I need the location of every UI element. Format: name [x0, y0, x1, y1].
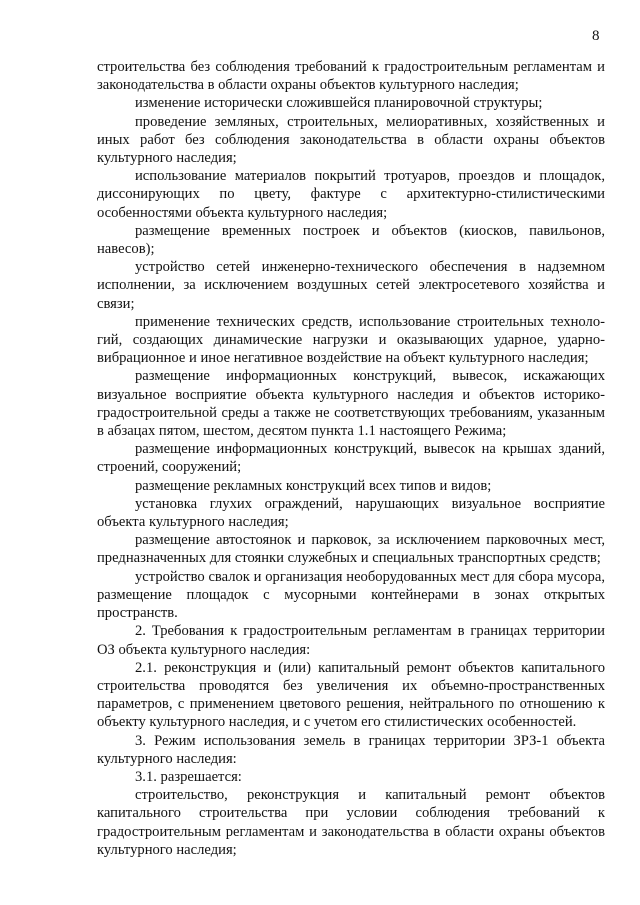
paragraph: размещение автостоянок и парковок, за исключением парковочных мест, предназначенных для стоянки служебных и специальных транспортных средств; [97, 532, 605, 567]
section-heading: 3. Режим использования земель в границах территории ЗРЗ-1 объекта культурного наследия: [97, 732, 605, 767]
paragraph: размещение временных построек и объектов (киосков, павильонов, навесов); [97, 222, 605, 258]
paragraph: строительства без соблюдения требований к градостроительным регламентам и законодательства в области охраны объектов культурного наследия; [97, 59, 605, 94]
document-body [97, 58, 605, 859]
paragraph: строительство, реконструкция и капитальный ремонт объектов капитального строительства при условии соблюдения требований к градостроительным регламентам и законодательства в области охраны объектов культурного наследия; [97, 787, 605, 858]
paragraph: проведение земляных, строительных, мелиоративных, хозяйственных и иных работ без соблюдения законодательства в области охраны объектов культурного наследия; [97, 113, 605, 167]
paragraph: 2.1. реконструкция и (или) капитальный ремонт объектов капитального строительства проводятся без увеличения их объемно-пространственных параметров, с применением цветового решения, нейтрального по отношению к объекту культурного наследия, и с учетом его стилистических особенностей. [97, 659, 605, 731]
paragraph: изменение исторически сложившейся планировочной структуры; [135, 95, 543, 112]
paragraph: 3.1. разрешается: [135, 768, 242, 785]
paragraph: размещение информационных конструкций, вывесок, искажающих визуальное восприятие объекта культурного наследия и объектов историко-градостроительной среды а также не соответствующих требованиям, указанным в абзацах пятом, шестом, десятом пункта 1.1 настоящего Режима; [97, 368, 605, 440]
page-number: 8 [592, 28, 600, 44]
paragraph: установка глухих ограждений, нарушающих визуальное восприятие объекта культурного наследия; [97, 495, 605, 531]
section-heading: 2. Требования к градостроительным регламентам в границах территории ОЗ объекта культурного наследия: [97, 623, 605, 658]
paragraph: использование материалов покрытий тротуаров, проездов и площадок, диссонирующих по цвету, фактуре с архитектурно-стилистическими особенностями объекта культурного наследия; [97, 168, 605, 221]
paragraph: устройство сетей инженерно-технического обеспечения в надземном исполнении, за исключением воздушных сетей электросетевого хозяйства и связи; [97, 259, 605, 312]
paragraph: размещение информационных конструкций, вывесок на крышах зданий, строений, сооружений; [97, 441, 605, 476]
paragraph: размещение рекламных конструкций всех типов и видов; [135, 477, 492, 494]
paragraph: применение технических средств, использование строительных технологий, создающих динамические нагрузки и оказывающих ударное, ударно-вибрационное и иное негативное воздействие на объект культурного наследия; [97, 313, 605, 367]
paragraph: устройство свалок и организация необорудованных мест для сбора мусора, размещение площадок с мусорными контейнерами в зонах открытых пространств. [97, 568, 605, 622]
